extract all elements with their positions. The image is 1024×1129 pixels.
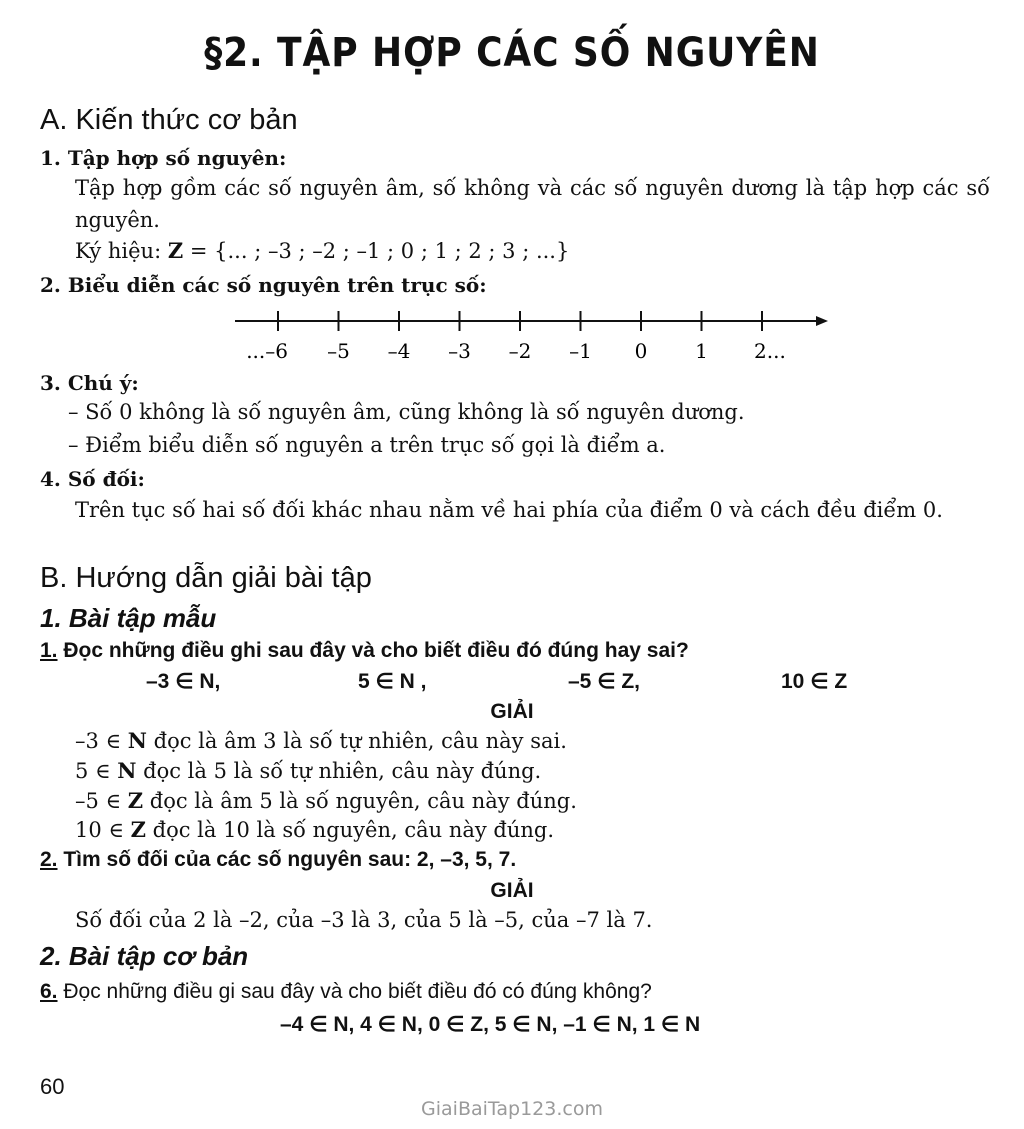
number-line-tick-label: –3 xyxy=(448,339,471,363)
exercise-1-solution-label: GIẢI xyxy=(490,700,534,723)
item2-heading: 2. Biểu diễn các số nguyên trên trục số: xyxy=(40,273,487,297)
exercise-2-number: 2. xyxy=(40,848,58,871)
number-line-arrow xyxy=(816,316,828,326)
item1-heading: 1. Tập hợp số nguyên: xyxy=(40,146,287,170)
number-line-tick-label: 1 xyxy=(695,339,708,363)
exercise-6-statements: –4 ∈ N, 4 ∈ N, 0 ∈ Z, 5 ∈ N, –1 ∈ N, 1 ∈ N xyxy=(280,1013,701,1036)
number-line-tick-label: 2... xyxy=(754,339,786,363)
exercise-1-answer-4: 10 ∈ Z đọc là 10 là số nguyên, câu này đúng. xyxy=(75,817,555,842)
exercise-2-solution-label: GIẢI xyxy=(490,879,534,902)
symbol-set: = {... ; –3 ; –2 ; –1 ; 0 ; 1 ; 2 ; 3 ; ...} xyxy=(183,239,570,263)
item1-symbol xyxy=(75,238,569,263)
section-b-heading: B. Hướng dẫn giải bài tập xyxy=(40,562,372,594)
exercise-1-answer-1: –3 ∈ N đọc là âm 3 là số tự nhiên, câu này sai. xyxy=(75,728,567,753)
exercise-6-question xyxy=(40,980,652,1004)
number-line-tick-label: –4 xyxy=(387,339,411,363)
exercise-1-question xyxy=(40,639,689,663)
exercise-2-question xyxy=(40,848,516,872)
number-line-tick-label: –1 xyxy=(569,339,592,363)
number-line-tick-label: ...–6 xyxy=(246,339,288,363)
symbol-set-z: Z xyxy=(167,238,184,263)
item1-text: Tập hợp gồm các số nguyên âm, số không và các số nguyên dương là tập hợp các số nguyên. xyxy=(75,176,990,232)
exercise-1-answer-2: 5 ∈ N đọc là 5 là số tự nhiên, câu này đúng. xyxy=(75,758,542,783)
watermark: GiaiBaiTap123.com xyxy=(421,1098,603,1120)
number-line xyxy=(220,300,840,370)
exercise-1-item-3: –5 ∈ Z, xyxy=(568,670,640,693)
symbol-prefix: Ký hiệu: xyxy=(75,239,168,263)
exercise-1-item-1: –3 ∈ N, xyxy=(146,670,221,693)
number-line-tick-label: –5 xyxy=(327,339,350,363)
exercise-1-item-2: 5 ∈ N , xyxy=(358,670,427,693)
item4-heading: 4. Số đối: xyxy=(40,467,145,491)
sub-heading-basic-exercises: 2. Bài tập cơ bản xyxy=(40,941,249,971)
number-line-tick-label: –2 xyxy=(508,339,532,363)
item3-heading: 3. Chú ý: xyxy=(40,371,139,395)
exercise-2-text: Tìm số đối của các số nguyên sau: 2, –3, 5, 7. xyxy=(57,848,517,871)
exercise-6-number: 6. xyxy=(40,980,58,1003)
item3-line-1: – Số 0 không là số nguyên âm, cũng không là số nguyên dương. xyxy=(68,400,745,424)
section-a-heading: A. Kiến thức cơ bản xyxy=(40,104,298,136)
exercise-1-item-4: 10 ∈ Z xyxy=(781,670,848,693)
exercise-6-text: Đọc những điều gi sau đây và cho biết điều đó có đúng không? xyxy=(57,980,652,1003)
sub-heading-sample-exercises: 1. Bài tập mẫu xyxy=(40,603,217,633)
exercise-1-text: Đọc những điều ghi sau đây và cho biết điều đó đúng hay sai? xyxy=(57,639,689,662)
item4-text: Trên tục số hai số đối khác nhau nằm về hai phía của điểm 0 và cách đều điểm 0. xyxy=(75,498,943,522)
exercise-1-answer-3: –5 ∈ Z đọc là âm 5 là số nguyên, câu này đúng. xyxy=(75,788,577,813)
exercise-2-answer: Số đối của 2 là –2, của –3 là 3, của 5 là –5, của –7 là 7. xyxy=(75,908,653,932)
number-line-ticks xyxy=(246,311,786,363)
number-line-tick-label: 0 xyxy=(634,339,648,363)
exercise-1-number: 1. xyxy=(40,639,58,662)
page-number: 60 xyxy=(40,1074,65,1099)
page-title: §2. TẬP HỢP CÁC SỐ NGUYÊN xyxy=(204,30,820,76)
item3-line-2: – Điểm biểu diễn số nguyên a trên trục số gọi là điểm a. xyxy=(68,433,666,457)
